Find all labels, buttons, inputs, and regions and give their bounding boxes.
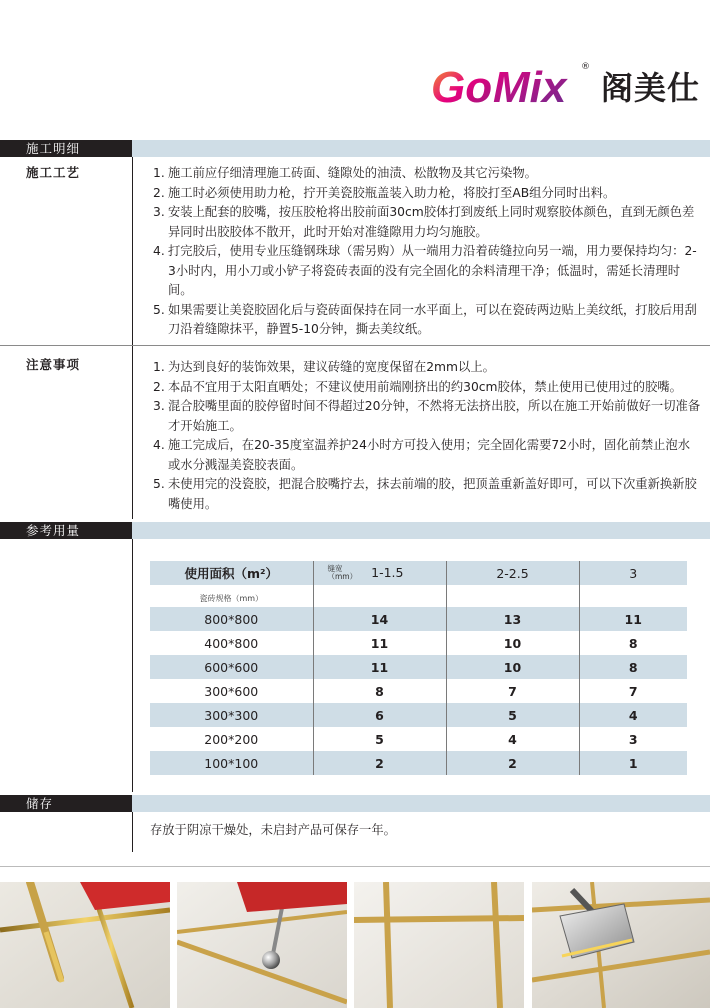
list-item-number: 3. — [153, 205, 165, 219]
section-bar-construction — [0, 140, 710, 157]
table-row — [150, 751, 687, 775]
svg-text:Mix: Mix — [492, 63, 567, 112]
photo-steel-ball-pressing — [177, 882, 347, 1008]
usage-value-cell: 4 — [446, 727, 579, 751]
gomix-logo-mark — [431, 58, 599, 118]
usage-value-cell: 5 — [313, 727, 446, 751]
list-item-number: 5. — [153, 477, 165, 491]
list-item-number: 2. — [153, 379, 165, 394]
list-item-text: 未使用完的没瓷胶，把混合胶嘴拧去，抹去前端的胶，把顶盖重新盖好即可，可以下次重新换新胶嘴使用。 — [168, 477, 697, 511]
usage-value-cell: 10 — [446, 655, 579, 679]
list-item — [153, 358, 701, 378]
tile-size-cell: 800*800 — [150, 607, 313, 631]
list-item-number: 2. — [153, 185, 165, 200]
list-item — [153, 301, 701, 340]
usage-value-cell: 11 — [313, 655, 446, 679]
usage-value-cell: 1 — [579, 751, 687, 775]
header-col-1: 缝宽 （mm） 1-1.5 — [313, 561, 446, 585]
list-item-text: 如果需要让美瓷胶固化后与瓷砖面保持在同一水平面上，可以在瓷砖两边贴上美纹纸，打胶后用刮刀沿着缝隙抹平，静置5-10分钟，撕去美纹纸。 — [168, 302, 697, 336]
usage-value-cell: 8 — [579, 655, 687, 679]
section-title-usage: 参考用量 — [0, 522, 132, 539]
usage-value-cell: 7 — [628, 683, 638, 699]
photo-finished-seams — [354, 882, 524, 1008]
usage-value-cell: 11 — [313, 631, 446, 655]
notes-list — [153, 358, 701, 514]
list-item-text: 施工前应仔细清理施工砖面、缝隙处的油渍、松散物及其它污染物。 — [168, 166, 537, 180]
tile-size-cell: 300*600 — [150, 679, 313, 703]
section-bar-usage — [0, 522, 710, 539]
list-item — [153, 242, 701, 301]
table-row — [150, 703, 687, 727]
usage-value-cell: 14 — [313, 607, 446, 631]
notes-label: 注意事项 — [26, 357, 81, 372]
usage-value-cell: 6 — [313, 703, 446, 727]
list-item-text: 本品不宜用于太阳直晒处；不建议使用前端刚挤出的约30cm胶体，禁止使用已使用过的胶嘴。 — [168, 379, 682, 394]
usage-value-cell: 2 — [446, 751, 579, 775]
usage-value-cell: 7 — [446, 679, 579, 703]
list-item-number: 5. — [153, 302, 165, 317]
tile-size-cell: 600*600 — [150, 655, 313, 679]
usage-value-cell: 8 — [313, 679, 446, 703]
list-item-text: 安装上配套的胶嘴，按压胶枪将出胶前面30cm胶体打到废纸上同时观察胶体颜色，直到无颜色差异同时出胶胶体不散开，此时开始对准缝隙用力均匀施胶。 — [168, 205, 695, 239]
list-item — [153, 436, 701, 475]
list-item-number: 1. — [153, 360, 165, 374]
usage-value-cell: 3 — [628, 731, 638, 747]
list-item — [153, 378, 701, 398]
usage-value-cell: 2 — [313, 751, 446, 775]
registered-mark: ® — [580, 62, 590, 72]
section-title-storage: 储存 — [0, 795, 132, 812]
table-row — [150, 679, 687, 703]
list-item-text: 打完胶后，使用专业压缝钢珠球（需另购）从一端用力沿着砖缝拉向另一端，用力要保持均匀：2-3小时内，用小刀或小铲子将瓷砖表面的没有完全固化的余料清理干净；低温时，需延长清理时间。 — [168, 244, 697, 297]
table-row — [150, 631, 687, 655]
process-label: 施工工艺 — [26, 165, 81, 180]
usage-value-cell: 4 — [579, 703, 687, 727]
list-item-text: 为达到良好的装饰效果，建议砖缝的宽度保留在2mm以上。 — [168, 360, 495, 374]
tile-size-cell: 300*300 — [150, 703, 313, 727]
list-item — [153, 164, 701, 184]
list-item — [153, 184, 701, 204]
list-item-number: 4. — [153, 438, 165, 452]
list-item-number: 3. — [153, 399, 165, 413]
list-item-text: 施工时必须使用助力枪，拧开美瓷胶瓶盖装入助力枪，将胶打至AB组分同时出料。 — [168, 185, 616, 200]
brand-logo — [431, 58, 700, 118]
column-divider — [132, 539, 133, 792]
header-col-2: 2-2.5 — [446, 561, 579, 585]
list-item — [153, 203, 701, 242]
tile-size-cell: 400*800 — [150, 631, 313, 655]
list-item-text: 混合胶嘴里面的胶停留时间不得超过20分钟，不然将无法挤出胶，所以在施工开始前做好一切准备才开始施工。 — [168, 399, 701, 433]
storage-text: 存放于阴凉干燥处，未启封产品可保存一年。 — [150, 823, 396, 837]
usage-value-cell: 13 — [446, 607, 579, 631]
divider — [0, 866, 710, 867]
list-item-number: 4. — [153, 244, 165, 258]
section-title-construction: 施工明细 — [0, 140, 132, 157]
photo-scraper-cleaning — [532, 882, 710, 1008]
usage-value-cell: 8 — [628, 635, 638, 651]
header-area-cell: 使用面积（m²） — [150, 561, 313, 585]
table-row — [150, 727, 687, 751]
list-item-text: 施工完成后，在20-35度室温养护24小时方可投入使用；完全固化需要72小时，固化前禁止泡水或水分溅湿美瓷胶表面。 — [168, 438, 691, 472]
column-divider — [132, 812, 133, 852]
spec-label-cell: 瓷砖规格（mm） — [150, 585, 313, 607]
table-header-row — [150, 561, 687, 585]
table-subheader-row — [150, 585, 687, 607]
divider — [0, 345, 710, 346]
usage-value-cell: 11 — [579, 607, 687, 631]
list-item — [153, 397, 701, 436]
process-list — [153, 164, 701, 340]
usage-table — [150, 561, 687, 775]
photo-applying-gun — [0, 882, 170, 1008]
section-bar-storage — [0, 795, 710, 812]
svg-text:Go: Go — [430, 63, 493, 112]
tile-size-cell: 100*100 — [150, 751, 313, 775]
brand-chinese-name: 阁美仕 — [600, 69, 700, 107]
usage-value-cell: 5 — [446, 703, 579, 727]
usage-value-cell: 10 — [446, 631, 579, 655]
gap-width-label: 缝宽 （mm） — [327, 564, 358, 582]
tile-size-cell: 200*200 — [150, 727, 313, 751]
column-divider — [132, 157, 133, 519]
list-item-number: 1. — [153, 166, 165, 180]
table-row — [150, 607, 687, 631]
photo-strip — [0, 882, 710, 1008]
list-item — [153, 475, 701, 514]
table-row — [150, 655, 687, 679]
header-col-3: 3 — [579, 561, 687, 585]
